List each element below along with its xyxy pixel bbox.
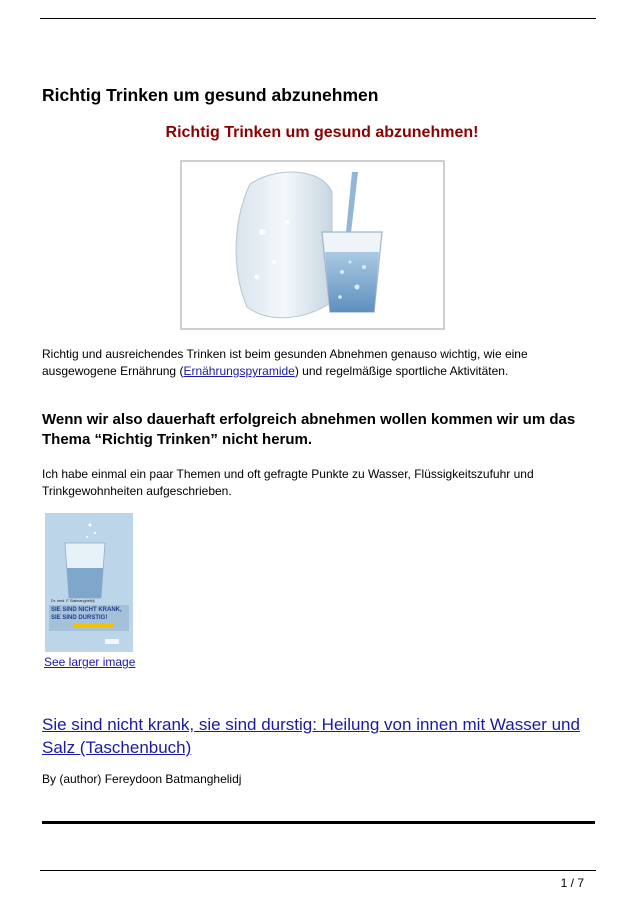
book-cover-illustration [45, 513, 133, 652]
book-cover-line-1: SIE SIND NICHT KRANK, [51, 607, 122, 613]
water-glass-image [180, 160, 445, 330]
topics-paragraph: Ich habe einmal ein paar Themen und oft gefragte Punkte zu Wasser, Flüssigkeitszufuhr und Trinkgewohnheiten aufgeschrieben. [42, 467, 534, 498]
footer-rule [40, 870, 596, 871]
page-number: 1 / 7 [560, 876, 584, 890]
book-cover-image[interactable] [45, 513, 133, 652]
page-title: Richtig Trinken um gesund abzunehmen [42, 85, 379, 105]
book-author: By (author) Fereydoon Batmanghelidj [42, 772, 242, 786]
intro-text-start: Richtig und ausreichendes Trinken ist beim gesunden Abnehmen genauso wichtig, wie eine ausgewogene Ernährung ( [42, 347, 528, 378]
water-glass-illustration [182, 162, 443, 328]
section-divider [42, 821, 595, 824]
book-title-link[interactable]: Sie sind nicht krank, sie sind durstig: Heilung von innen mit Wasser und Salz (Taschenbuch) [42, 715, 580, 757]
intro-text-end: ) und regelmäßige sportliche Aktivitäten. [294, 364, 509, 378]
book-author-text: Dr. med. F. Batmanghelidj [51, 599, 95, 603]
book-cover-line-2: SIE SIND DURSTIG! [51, 615, 108, 621]
see-larger-image-link[interactable]: See larger image [44, 655, 136, 669]
article-subtitle: Richtig Trinken um gesund abzunehmen! [165, 124, 479, 141]
intro-paragraph [42, 346, 602, 380]
nutrition-pyramid-link[interactable]: Ernährungspyramide [183, 364, 295, 378]
top-rule [40, 18, 596, 19]
book-title-paragraph [42, 713, 602, 759]
section-heading: Wenn wir also dauerhaft erfolgreich abnehmen wollen kommen wir um das Thema “Richtig Trinken” nicht herum. [42, 411, 576, 448]
